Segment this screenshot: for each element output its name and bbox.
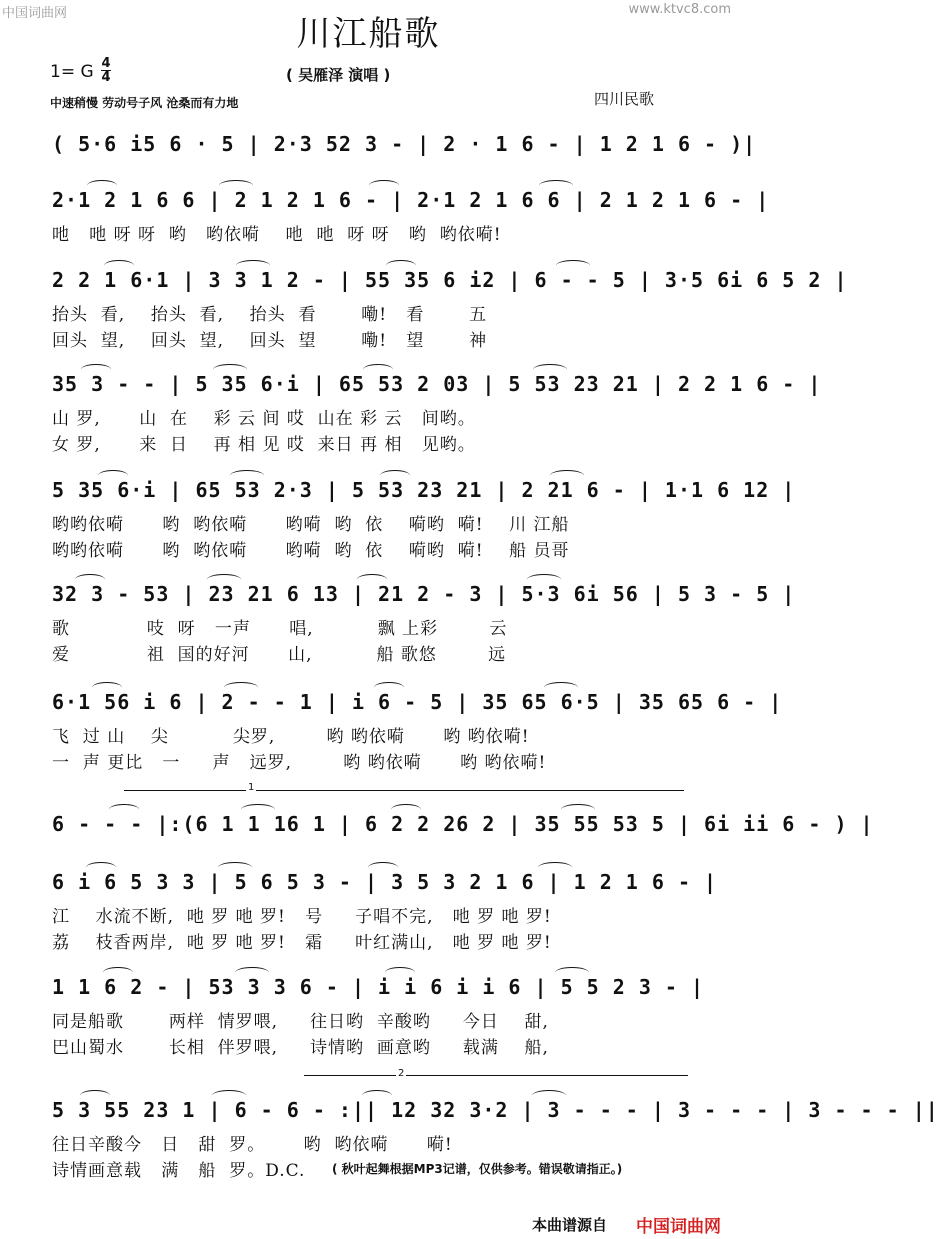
notation-line: 2 2 1 6·1 | 3 3 1 2 - | 55 35 6 i2 | 6 - - 5 | 3·5 6i 6 5 2 | (52, 268, 848, 292)
time-top: 4 (101, 56, 111, 71)
slur-mark (103, 967, 133, 978)
slur-mark (213, 364, 247, 375)
notation-line: 6 - - - |:(6 1 1 16 1 | 6 2 2 26 2 | 35 55 53 5 | 6i ii 6 - ) | (52, 812, 874, 836)
lyric-verse-1: 吔 吔 呀 呀 哟 哟依嗬 吔 吔 呀 呀 哟 哟依嗬! (52, 225, 502, 245)
lyric-verse-2: 一 声 更比 一 声 远罗, 哟 哟依嗬 哟 哟依嗬! (52, 753, 547, 773)
slur-mark (230, 470, 264, 481)
notation-line: 32 3 - 53 | 23 21 6 13 | 21 2 - 3 | 5·3 6i 56 | 5 3 - 5 | (52, 582, 796, 606)
lyric-verse-2: 回头 望, 回头 望, 回头 望 嘞! 望 神 (52, 331, 488, 351)
key-text: 1= G (50, 62, 94, 82)
slur-mark (235, 967, 269, 978)
singer-credit: ( 吴雁泽 演唱 ) (286, 66, 391, 84)
lyric-verse-2: 女 罗, 来 日 再 相 见 哎 来日 再 相 见哟。 (52, 435, 476, 455)
tempo-marking: 中速稍慢 劳动号子风 沧桑而有力地 (50, 96, 239, 110)
slur-mark (556, 260, 590, 271)
slur-mark (527, 574, 561, 585)
slur-mark (357, 574, 387, 585)
watermark-left: 中国词曲网 (2, 6, 68, 21)
lyric-verse-1: 山 罗, 山 在 彩 云 间 哎 山在 彩 云 间哟。 (52, 409, 476, 429)
lyric-verse-1: 江 水流不断, 吔 罗 吔 罗! 号 子唱不完, 吔 罗 吔 罗! (52, 907, 552, 927)
notation-line: 2·1 2 1 6 6 | 2 1 2 1 6 - | 2·1 2 1 6 6 | 2 1 2 1 6 - | (52, 188, 770, 212)
slur-mark (561, 804, 595, 815)
notation-remark: ( 秋叶起舞根据MP3记谱，仅供参考。错误敬请指正。) (332, 1162, 623, 1176)
slur-mark (98, 470, 128, 481)
volta-2-label: 2 (398, 1068, 405, 1079)
notation-line: 5 35 6·i | 65 53 2·3 | 5 53 23 21 | 2 21 6 - | 1·1 6 12 | (52, 478, 796, 502)
footer-credit: 本曲谱源自 (532, 1216, 608, 1234)
notation-line: 5 3 55 23 1 | 6 - 6 - :|| 12 32 3·2 | 3 - - - | 3 - - - | 3 - - - || (52, 1098, 939, 1122)
slur-mark (92, 682, 122, 693)
score-row (52, 870, 718, 953)
key-signature (50, 62, 94, 82)
slur-mark (80, 1090, 110, 1101)
slur-mark (368, 862, 398, 873)
time-signature (101, 57, 111, 84)
lyric-verse-1: 飞 过 山 尖 尖罗, 哟 哟依嗬 哟 哟依嗬! (52, 727, 530, 747)
score-row (52, 268, 848, 351)
slur-mark (241, 804, 275, 815)
slur-mark (104, 260, 134, 271)
slur-mark (550, 470, 584, 481)
score-row (52, 478, 796, 561)
notation-line: 35 3 - - | 5 35 6·i | 65 53 2 03 | 5 53 23 21 | 2 2 1 6 - | (52, 372, 822, 396)
song-title: 川江船歌 (296, 14, 441, 54)
slur-mark (236, 260, 270, 271)
lyric-verse-2: 爱 祖 国的好河 山, 船 歌悠 远 (52, 645, 507, 665)
notation-line: 6 i 6 5 3 3 | 5 6 5 3 - | 3 5 3 2 1 6 | 1 2 1 6 - | (52, 870, 718, 894)
footer-brand[interactable]: 中国词曲网 (636, 1217, 721, 1237)
slur-mark (374, 682, 404, 693)
slur-mark (87, 180, 117, 191)
slur-mark (81, 364, 111, 375)
slur-mark (385, 967, 415, 978)
slur-mark (369, 180, 399, 191)
time-bottom: 4 (101, 70, 111, 85)
slur-mark (555, 967, 589, 978)
watermark-right: www.ktvc8.com (628, 2, 731, 17)
lyric-verse-1: 往日辛酸今 日 甜 罗。 哟 哟依嗬 嗬! (52, 1135, 453, 1155)
notation-line: 1 1 6 2 - | 53 3 3 6 - | i i 6 i i 6 | 5 5 2 3 - | (52, 975, 705, 999)
slur-mark (386, 260, 416, 271)
slur-mark (538, 862, 572, 873)
score-row (52, 975, 705, 1058)
lyric-verse-2: 巴山蜀水 长相 伴罗喂, 诗情哟 画意哟 载满 船, (52, 1038, 549, 1058)
slur-mark (109, 804, 139, 815)
slur-mark (544, 682, 578, 693)
slur-mark (224, 682, 258, 693)
lyric-verse-1: 歌 吱 呀 一声 唱, 飘 上彩 云 (52, 619, 508, 639)
slur-mark (207, 574, 241, 585)
slur-mark (391, 804, 421, 815)
notation-line: 6·1 56 i 6 | 2 - - 1 | i 6 - 5 | 35 65 6·5 | 35 65 6 - | (52, 690, 783, 714)
score-row (52, 188, 770, 248)
lyric-verse-1: 同是船歌 两样 情罗喂, 往日哟 辛酸哟 今日 甜, (52, 1012, 549, 1032)
slur-mark (533, 364, 567, 375)
lyric-verse-2: 哟哟依嗬 哟 哟依嗬 哟嗬 哟 依 嗬哟 嗬! 船 员哥 (52, 541, 570, 561)
score-row (52, 372, 822, 455)
slur-mark (380, 470, 410, 481)
slur-mark (218, 862, 252, 873)
slur-mark (75, 574, 105, 585)
lyric-verse-2: 诗情画意载 满 船 罗。D.C. (52, 1161, 306, 1181)
slur-mark (539, 180, 573, 191)
volta-1-label: 1 (248, 782, 255, 793)
slur-mark (219, 180, 253, 191)
lyric-verse-1: 哟哟依嗬 哟 哟依嗬 哟嗬 哟 依 嗬哟 嗬! 川 江船 (52, 515, 570, 535)
slur-mark (212, 1090, 246, 1101)
notation-line: ( 5·6 i5 6 · 5 | 2·3 52 3 - | 2 · 1 6 - | 1 2 1 6 - )| (52, 132, 757, 156)
origin-credit: 四川民歌 (594, 90, 655, 108)
slur-mark (532, 1090, 566, 1101)
lyric-verse-2: 荔 枝香两岸, 吔 罗 吔 罗! 霜 叶红满山, 吔 罗 吔 罗! (52, 933, 552, 953)
slur-mark (86, 862, 116, 873)
slur-mark (362, 1090, 392, 1101)
score-row (52, 582, 796, 665)
slur-mark (363, 364, 393, 375)
volta-2-line (304, 1075, 688, 1076)
volta-1-line (124, 790, 684, 791)
lyric-verse-1: 抬头 看, 抬头 看, 抬头 看 嘞! 看 五 (52, 305, 488, 325)
score-row (52, 690, 783, 773)
